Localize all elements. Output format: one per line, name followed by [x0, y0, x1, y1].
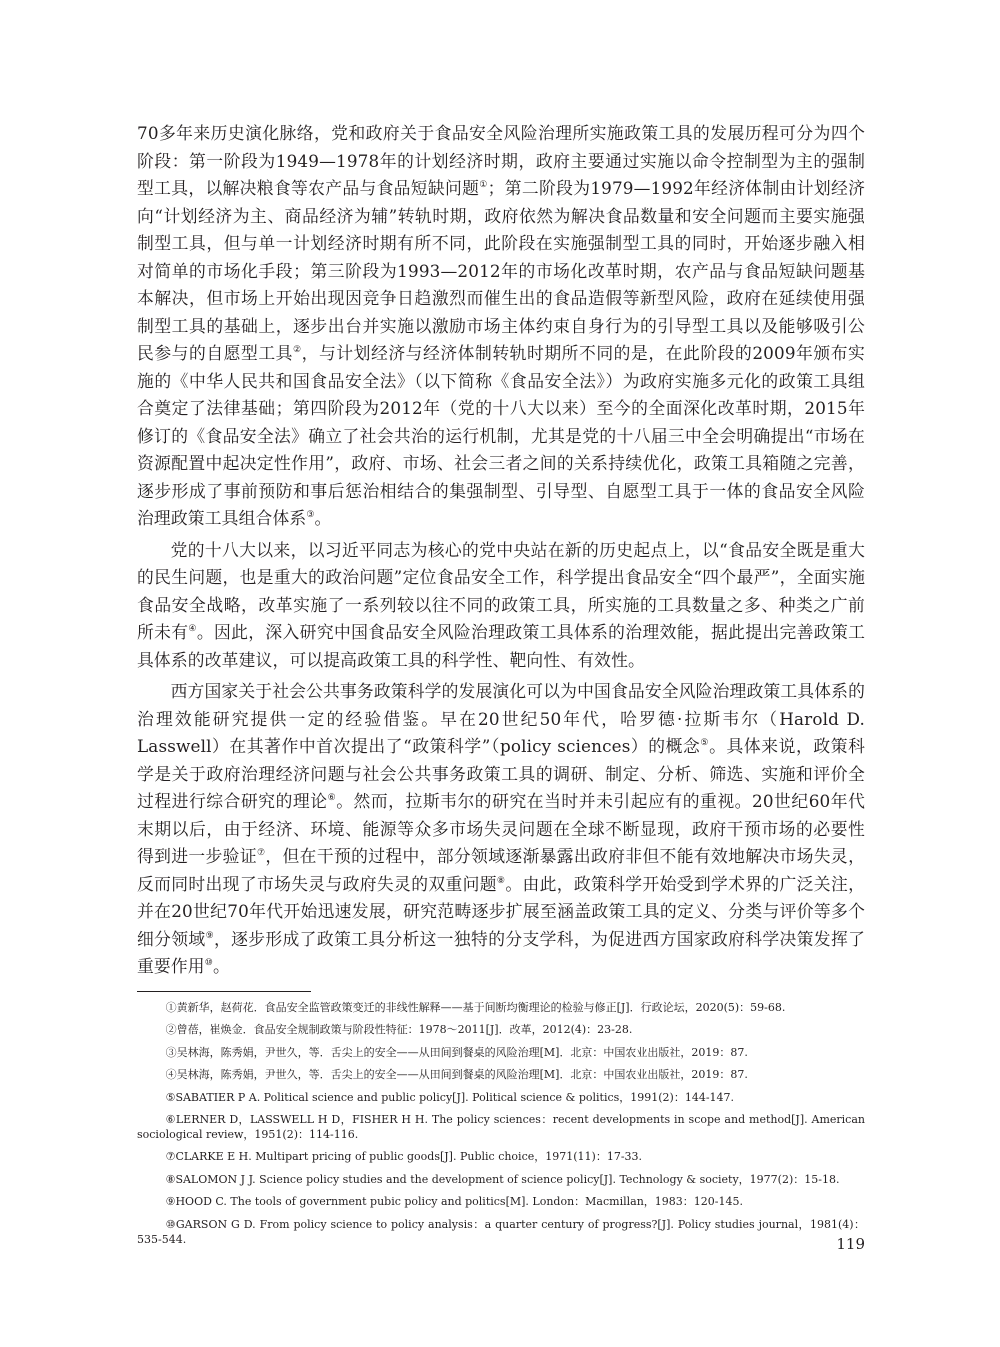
paragraph-text: 。由此，政策科学开始受到学术界的广泛关注，并在20世纪70年代开始迅速发展，研究范畴逐步扩展至涵盖政策工具的定义、分类与评价等多个细分领域 [137, 873, 866, 949]
paragraph-text: 。 [314, 508, 332, 528]
footnotes [137, 1000, 865, 1254]
footnote-marker: ⑥ [327, 793, 337, 803]
footnote: ④吴林海，陈秀娟，尹世久，等．舌尖上的安全——从田间到餐桌的风险治理[M]．北京：中国农业出版社，2019：87. [165, 1068, 748, 1082]
footnote: ①黄新华，赵荷花．食品安全监管政策变迁的非线性解释——基于间断均衡理论的检验与修正[J]．行政论坛，2020(5)：59-68. [165, 1001, 786, 1014]
paragraph-text: ；第二阶段为1979—1992年经济体制由计划经济向“计划经济为主、商品经济为辅”转轨时期，政府依然为解决食品数量和安全问题而主要实施强制型工具，但与单一计划经济时期有所不同，此阶段在实施强制型工具的同时，开始逐步融入相对简单的市场化手段；第三阶段为1993—2012年的市场化改革时期，农产品与食品短缺问题基本解决，但市场上开始出现因竞争日趋激烈而催生出的食品造假等新型风险，政府在延续使用强制型工具的基础上，逐步出台并实施以激励市场主体约束自身行为的引导型工具以及能够吸引公民参与的自愿型工具 [137, 178, 865, 363]
footnote: ⑥LERNER D，LASSWELL H D，FISHER H H. The policy sciences：recent developments in scope and method[J]. American sociological review，1951(2)：114-116. [137, 1112, 865, 1141]
footnote-marker: ② [293, 345, 302, 355]
paragraph-text: ，逐步形成了政策工具分析这一独特的分支学科，为促进西方国家政府科学决策发挥了重要作用 [137, 928, 866, 976]
paragraph-text: 西方国家关于社会公共事务政策科学的发展演化可以为中国食品安全风险治理政策工具体系的治理效能研究提供一定的经验借鉴。早在20世纪50年代，哈罗德·拉斯韦尔（Harold D. Lasswell）在其著作中首次提出了“政策科学”（policy sciences）的概念 [137, 681, 865, 756]
footnote: ⑨HOOD C. The tools of government pubic policy and politics[M]. London：Macmillan，1983：120-145. [165, 1195, 743, 1209]
body-paragraph [137, 120, 865, 533]
footnote: ⑩GARSON G D. From policy science to policy analysis：a quarter century of progress?[J]. Policy studies journal，1981(4)：535-544. [137, 1217, 865, 1246]
body-paragraph [137, 537, 865, 675]
paragraph-text: 70多年来历史演化脉络，党和政府关于食品安全风险治理所实施政策工具的发展历程可分为四个阶段：第一阶段为1949—1978年的计划经济时期，政府主要通过实施以命令控制型为主的强制型工具，以解决粮食等农产品与食品短缺问题 [137, 123, 865, 198]
body-text [137, 120, 865, 981]
footnote-marker: ⑦ [256, 848, 266, 858]
paragraph-text: 。 [212, 956, 230, 976]
paragraph-text: ，但在干预的过程中，部分领域逐渐暴露出政府非但不能有效地解决市场失灵，反而同时出现了市场失灵与政府失灵的双重问题 [137, 846, 865, 894]
footnote-marker: ⑤ [700, 738, 710, 748]
footnote: ⑧SALOMON J J. Science policy studies and the development of science policy[J]. Technology & society，1977(2)：15-18. [165, 1172, 840, 1186]
page-number: 119 [836, 1235, 865, 1253]
paragraph-text: 。具体来说，政策科学是关于政府治理经济问题与社会公共事务政策工具的调研、制定、分析、筛选、实施和评价全过程进行综合研究的理论 [137, 736, 866, 811]
footnote: ⑤SABATIER P A. Political science and public policy[J]. Political science & politics，1991(2)：144-147. [165, 1090, 735, 1104]
paragraph-text: ，与计划经济与经济体制转轨时期所不同的是，在此阶段的2009年颁布实施的《中华人民共和国食品安全法》（以下简称《食品安全法》）为政府实施多元化的政策工具组合奠定了法律基础；第四阶段为2012年（党的十八大以来）至今的全面深化改革时期，2015年修订的《食品安全法》确立了社会共治的运行机制，尤其是党的十八届三中全会明确提出“市场在资源配置中起决定性作用”，政府、市场、社会三者之间的关系持续优化，政策工具箱随之完善，逐步形成了事前预防和事后惩治相结合的集强制型、引导型、自愿型工具于一体的食品安全风险治理政策工具组合体系 [137, 343, 865, 528]
footnote-marker: ⑧ [496, 875, 506, 886]
body-paragraph [137, 678, 865, 981]
footnote-marker: ⑨ [205, 930, 214, 941]
footnote-marker: ⑩ [204, 958, 213, 968]
footnote-marker: ④ [188, 624, 197, 634]
footnote-marker: ③ [306, 510, 315, 520]
footnote-separator [137, 991, 311, 992]
footnote-marker: ① [479, 180, 488, 190]
footnote: ②曾蓓，崔焕金．食品安全规制政策与阶段性特征：1978～2011[J]．改革，2012(4)：23-28. [165, 1023, 633, 1037]
paragraph-text: 。然而，拉斯韦尔的研究在当时并未引起应有的重视。20世纪60年代末期以后，由于经济、环境、能源等众多市场失灵问题在全球不断显现，政府干预市场的必要性得到进一步验证 [137, 791, 866, 866]
paragraph-text: 党的十八大以来，以习近平同志为核心的党中央站在新的历史起点上，以“食品安全既是重大的民生问题，也是重大的政治问题”定位食品安全工作，科学提出食品安全“四个最严”，全面实施食品安全战略，改革实施了一系列较以往不同的政策工具，所实施的工具数量之多、种类之广前所未有 [137, 539, 865, 642]
paragraph-text: 。因此，深入研究中国食品安全风险治理政策工具体系的治理效能，据此提出完善政策工具体系的改革建议，可以提高政策工具的科学性、靶向性、有效性。 [137, 622, 866, 670]
footnote: ⑦CLARKE E H. Multipart pricing of public goods[J]. Public choice，1971(11)：17-33. [165, 1150, 643, 1164]
footnote: ③吴林海，陈秀娟，尹世久，等．舌尖上的安全——从田间到餐桌的风险治理[M]．北京：中国农业出版社，2019：87. [165, 1045, 748, 1059]
